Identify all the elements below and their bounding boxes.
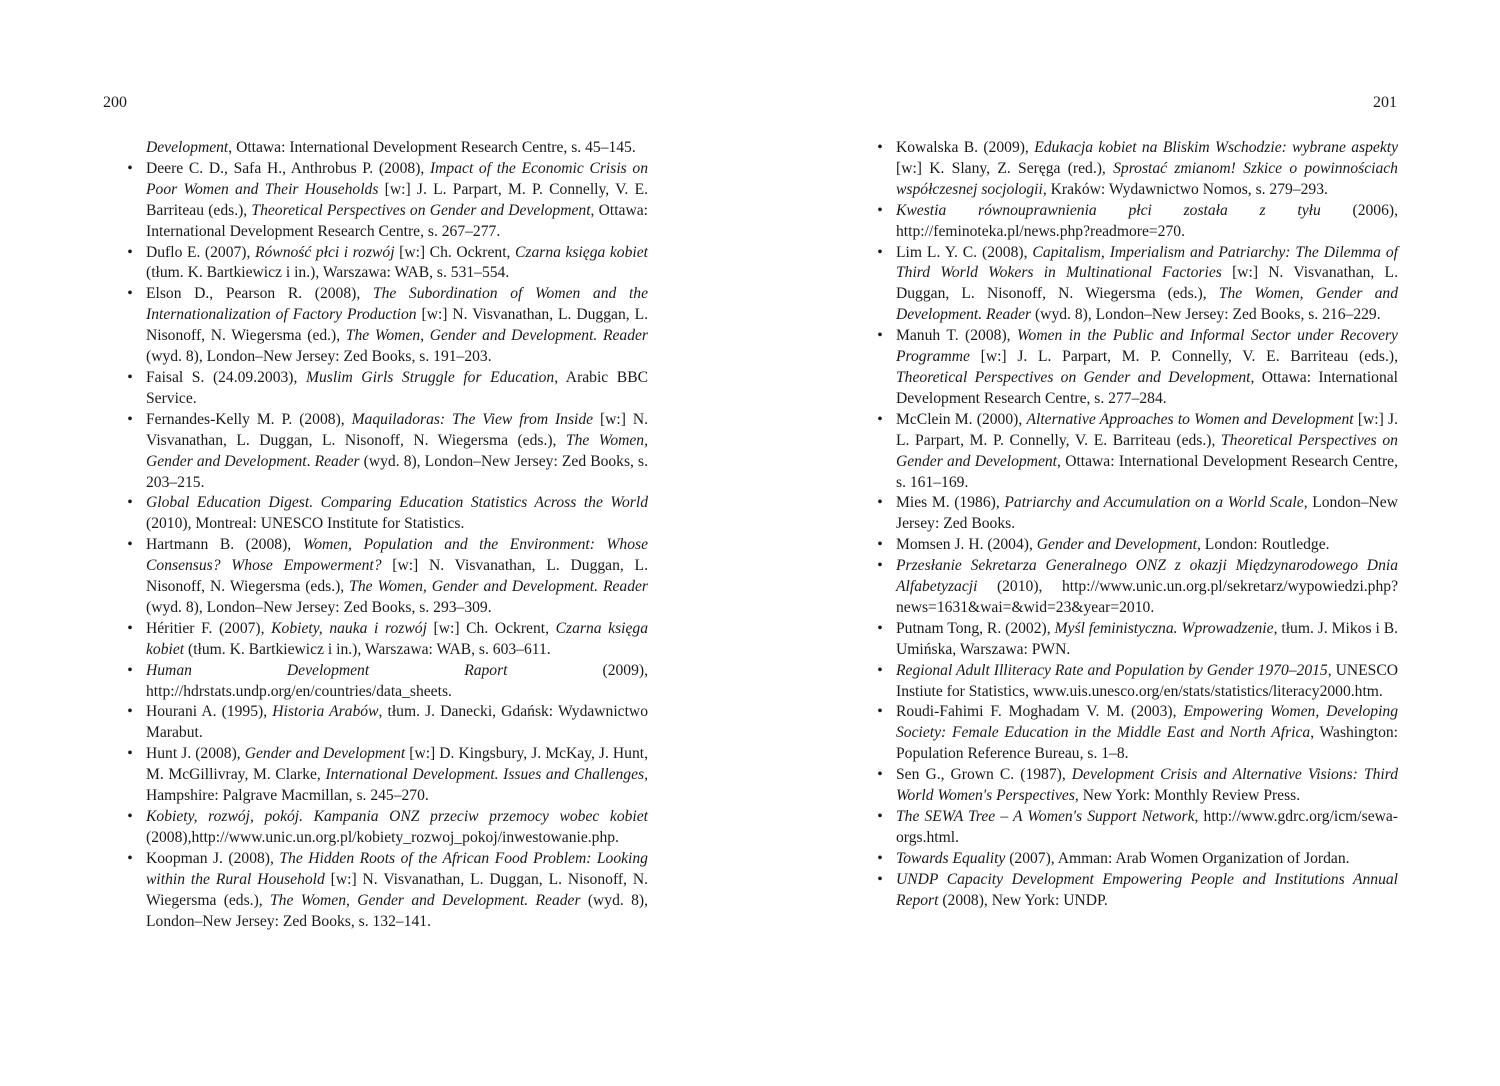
citation-text: Sen G., Grown C. (1987),: [896, 766, 1072, 784]
bullet-icon: •: [877, 849, 883, 867]
reference-entry: [877, 807, 1398, 849]
title-text: Gender and Development: [1036, 536, 1197, 554]
title-text: Human Development Raport: [146, 661, 508, 679]
citation-text: (2006), http://feminoteka.pl/news.php?readmore=270.: [896, 201, 1398, 240]
bullet-icon: •: [127, 703, 133, 721]
title-text: The Women, Gender and Development. Reader: [269, 891, 581, 909]
citation-text: Hartmann B. (2008),: [146, 536, 303, 554]
citation-text: Duflo E. (2007),: [146, 243, 255, 261]
title-text: Theoretical Perspectives on Gender and Development: [896, 431, 1398, 470]
citation-text: (2008), New York: UNDP.: [938, 891, 1108, 909]
reference-list-left: [127, 159, 649, 933]
bullet-icon: •: [127, 159, 133, 177]
reference-entry: [127, 159, 648, 243]
reference-entry: [127, 619, 648, 661]
reference-entry: [877, 619, 1399, 661]
reference-entry: [127, 744, 649, 807]
reference-entry: [877, 765, 1398, 807]
bullet-icon: •: [877, 661, 883, 679]
reference-entry: [877, 661, 1398, 703]
citation-text: [w:] N. Visvanathan, L. Duggan, L. Nisonoff, N. Wiegersma (eds.),: [146, 870, 648, 909]
citation-text: (2010), http://www.unic.un.org.pl/sekretarz/wypowiedzi.php?news=1631&wai=&wid=23&year=2010.: [896, 578, 1398, 616]
bullet-icon: •: [127, 849, 133, 867]
citation-text: , Ottawa: International Development Research Centre, s. 267–277.: [146, 201, 648, 240]
citation-text: , http://www.gdrc.org/icm/sewa-orgs.html.: [896, 808, 1398, 846]
citation-text: , London–New Jersey: Zed Books.: [896, 494, 1398, 533]
title-text: Gender and Development: [244, 745, 406, 763]
title-text: The Subordination of Women and the Internationalization of Factory Production: [146, 285, 649, 324]
title-text: The Women, Gender and Development. Reader: [345, 327, 648, 345]
bullet-icon: •: [877, 557, 883, 575]
citation-text: [w:] J. L. Parpart, M. P. Connelly, V. E. Barriteau (eds.),: [146, 180, 648, 219]
citation-text: , Arabic BBC Service.: [146, 368, 648, 407]
page-number-right: 201: [1373, 94, 1397, 111]
citation-text: [w:] N. Visvanathan, L. Duggan, L. Nisonoff, N. Wiegersma (ed.),: [146, 306, 648, 345]
title-text: Development Crisis and Alternative Visions: Third World Women's Perspectives: [896, 766, 1398, 805]
citation-text: , tłum. J. Mikos i B. Umińska, Warszawa: PWN.: [896, 619, 1399, 658]
citation-text: , New York: Monthly Review Press.: [1074, 787, 1301, 805]
citation-text: , Ottawa: International Development Research Centre, s. 45–145.: [228, 139, 636, 156]
citation-text: , Ottawa: International Development Research Centre, s. 277–284.: [896, 368, 1398, 407]
citation-text: , tłum. J. Danecki, Gdańsk: Wydawnictwo Marabut.: [146, 703, 648, 742]
title-text: Towards Equality: [896, 849, 1006, 867]
title-text: Reader: [314, 452, 360, 470]
citation-text: [w:] N. Visvanathan, L. Duggan, L. Nisonoff, N. Wiegersma (eds.),: [146, 557, 648, 596]
reference-entry: [877, 535, 1398, 556]
title-text: Regional Adult Illiteracy Rate and Population by Gender 1970–2015: [896, 661, 1328, 679]
title-text: Global Education Digest. Comparing Education Statistics Across the World: [146, 494, 648, 512]
bullet-icon: •: [127, 661, 133, 679]
bullet-icon: •: [877, 619, 883, 637]
citation-text: Mies M. (1986),: [896, 494, 1005, 512]
bullet-icon: •: [127, 536, 133, 554]
title-text: Women, Population and the Environment: Whose Consensus? Whose Empowerment?: [146, 536, 648, 575]
title-text: Theoretical Perspectives on Gender and Development: [251, 201, 591, 219]
bullet-icon: •: [877, 494, 883, 512]
bullet-icon: •: [877, 327, 883, 345]
title-text: Sprostać zmianom! Szkice o powinnościach współczesnej socjologii: [896, 159, 1398, 198]
title-text: Myśl feministyczna. Wprowadzenie: [1054, 619, 1274, 637]
bullet-icon: •: [127, 808, 133, 825]
title-text: Muslim Girls Struggle for Education: [305, 368, 555, 386]
title-text: Impact of the Economic Crisis on Poor Women and Their Households: [146, 159, 648, 198]
bullet-icon: •: [127, 494, 133, 512]
reference-entry: [127, 849, 648, 933]
title-text: Przesłanie Sekretarza Generalnego ONZ z okazji Międzynarodowego Dnia Alfabetyzacji: [896, 557, 1398, 596]
bullet-icon: •: [127, 368, 133, 386]
citation-text: (tłum. K. Bartkiewicz i in.), Warszawa: WAB, s. 531–554.: [146, 264, 510, 282]
title-text: The Women, Gender and Development: [146, 431, 648, 470]
bullet-icon: •: [877, 243, 883, 261]
title-text: Development: [146, 139, 229, 156]
citation-text: Fernandes-Kelly M. P. (2008),: [146, 410, 352, 428]
citation-text: (2008),http://www.unic.un.org.pl/kobiety_rozwoj_pokoj/inwestowanie.php.: [146, 828, 619, 846]
reference-entry: [127, 535, 648, 619]
citation-text: , Ottawa: International Development Research Centre, s. 161–169.: [896, 452, 1398, 491]
citation-text: McClein M. (2000),: [896, 410, 1027, 428]
bullet-icon: •: [877, 808, 883, 825]
reference-entry: [877, 702, 1399, 765]
bullet-icon: •: [877, 703, 883, 721]
citation-text: Hunt J. (2008),: [146, 745, 245, 763]
citation-text: [w:] D. Kingsbury, J. McKay, J. Hunt, M. McGillivray, M. Clarke,: [146, 745, 649, 784]
bullet-icon: •: [127, 243, 133, 261]
citation-text: Putnam Tong, R. (2002),: [896, 619, 1055, 637]
title-text: Równość płci i rozwój: [254, 243, 395, 261]
citation-text: Koopman J. (2008),: [146, 849, 280, 867]
citation-text: (wyd. 8), London–New Jersey: Zed Books, s. 203–215.: [146, 452, 648, 491]
reference-entry: [877, 870, 1398, 912]
citation-text: , Hampshire: Palgrave Macmillan, s. 245–270.: [146, 766, 648, 805]
title-text: The Hidden Roots of the African Food Problem: Looking within the Rural Household: [146, 849, 648, 888]
reference-entry: [877, 849, 1398, 870]
citation-text: (wyd. 8), London–New Jersey: Zed Books, s. 191–203.: [146, 348, 492, 366]
title-text: International Development. Issues and Challenges: [325, 766, 645, 784]
citation-text: (2009), http://hdrstats.undp.org/en/countries/data_sheets.: [146, 661, 648, 700]
bullet-icon: •: [877, 766, 883, 784]
citation-text: Elson D., Pearson R. (2008),: [146, 285, 373, 303]
citation-text: Manuh T. (2008),: [896, 327, 1017, 345]
citation-text: Lim L. Y. C. (2008),: [896, 243, 1033, 261]
title-text: Maquiladoras: The View from Inside: [351, 410, 594, 428]
bullet-icon: •: [877, 201, 883, 219]
citation-text: [w:] K. Slany, Z. Seręga (red.),: [896, 159, 1114, 177]
bullet-icon: •: [877, 410, 883, 428]
citation-text: [w:] Ch. Ockrent,: [394, 243, 515, 261]
reference-entry: [877, 326, 1398, 410]
citation-text: (2007), Amman: Arab Women Organization of Jordan.: [1005, 849, 1350, 867]
citation-text: .: [306, 452, 315, 470]
citation-text: Deere C. D., Safa H., Anthrobus P. (2008),: [146, 159, 430, 177]
reference-entry: [127, 368, 648, 410]
title-text: Empowering Women, Developing Society: Female Education in the Middle East and North Africa: [896, 703, 1399, 742]
citation-text: Hourani A. (1995),: [146, 703, 273, 721]
reference-entry: [877, 410, 1398, 494]
right-page: [750, 0, 1500, 1086]
citation-text: [w:] J. L. Parpart, M. P. Connelly, V. E. Barriteau (eds.),: [969, 348, 1398, 366]
citation-text: , Washington: Population Reference Bureau, s. 1–8.: [896, 724, 1398, 763]
title-text: Edukacja kobiet na Bliskim Wschodzie: wybrane aspekty: [1034, 139, 1398, 156]
citation-text: Héritier F. (2007),: [146, 619, 272, 637]
reference-list-right: [877, 138, 1399, 912]
reference-entry: [877, 201, 1398, 243]
bibliography-column-left: [127, 138, 649, 932]
reference-entry: [877, 493, 1398, 535]
title-text: Czarna księga kobiet: [146, 619, 648, 658]
citation-text: [w:] N. Visvanathan, L. Duggan, L. Nisonoff, N. Wiegersma (eds.),: [146, 410, 648, 449]
reference-entry: [127, 410, 648, 494]
title-text: Kwestia równouprawnienia płci została z tyłu: [896, 201, 1321, 219]
reference-entry: [877, 556, 1398, 619]
reference-entry: [127, 807, 648, 849]
citation-text: [w:] J. L. Parpart, M. P. Connelly, V. E. Barriteau (eds.),: [896, 410, 1398, 449]
reference-entry: [127, 493, 648, 535]
title-text: Czarna księga kobiet: [515, 243, 648, 261]
continued-entry: [146, 138, 648, 159]
citation-text: , London: Routledge.: [1197, 536, 1330, 554]
title-text: Theoretical Perspectives on Gender and Development: [896, 368, 1251, 386]
reference-entry: [127, 243, 648, 285]
bullet-icon: •: [877, 139, 883, 156]
reference-entry: [127, 661, 648, 703]
citation-text: (wyd. 8), London–New Jersey: Zed Books, s. 132–141.: [146, 891, 648, 930]
citation-text: (wyd. 8), London–New Jersey: Zed Books, s. 216–229.: [1031, 306, 1381, 324]
bullet-icon: •: [127, 285, 133, 303]
bibliography-column-right: [877, 138, 1399, 912]
citation-text: Momsen J. H. (2004),: [896, 536, 1037, 554]
title-text: Kobiety, nauka i rozwój: [271, 619, 427, 637]
citation-text: [w:] N. Visvanathan, L. Duggan, L. Nisonoff, N. Wiegersma (eds.),: [896, 264, 1398, 303]
citation-text: (wyd. 8), London–New Jersey: Zed Books, s. 293–309.: [146, 598, 492, 616]
title-text: UNDP Capacity Development Empowering People and Institutions Annual Report: [896, 870, 1398, 909]
citation-text: Kowalska B. (2009),: [896, 139, 1035, 156]
reference-entry: [877, 243, 1398, 327]
title-text: Alternative Approaches to Women and Development: [1026, 410, 1354, 428]
title-text: Patriarchy and Accumulation on a World Scale: [1004, 494, 1304, 512]
citation-text: , UNESCO Instiute for Statistics, www.uis.unesco.org/en/stats/statistics/literacy2000.htm.: [896, 661, 1398, 700]
bullet-icon: •: [877, 536, 883, 554]
title-text: The Women, Gender and Development. Reader: [349, 578, 648, 596]
title-text: The SEWA Tree – A Women's Support Network: [896, 808, 1195, 825]
citation-text: (2010), Montreal: UNESCO Institute for Statistics.: [146, 515, 465, 533]
reference-entry: [127, 284, 649, 368]
bullet-icon: •: [127, 619, 133, 637]
citation-text: Roudi-Fahimi F. Moghadam V. M. (2003),: [896, 703, 1184, 721]
title-text: Historia Arabów: [272, 703, 379, 721]
title-text: Women in the Public and Informal Sector under Recovery Programme: [896, 327, 1398, 366]
reference-entry: [127, 702, 648, 744]
citation-text: [w:] Ch. Ockrent,: [426, 619, 556, 637]
bullet-icon: •: [127, 745, 133, 763]
page-number-left: 200: [103, 94, 127, 111]
reference-entry: [877, 138, 1398, 201]
title-text: Kobiety, rozwój, pokój. Kampania ONZ przeciw przemocy wobec kobiet: [146, 808, 648, 825]
citation-text: (tłum. K. Bartkiewicz i in.), Warszawa: WAB, s. 603–611.: [184, 640, 551, 658]
bullet-icon: •: [877, 870, 883, 888]
citation-text: , Kraków: Wydawnictwo Nomos, s. 279–293.: [1042, 180, 1328, 198]
title-text: Capitalism, Imperialism and Patriarchy: The Dilemma of Third World Wokers in Multinational Factories: [896, 243, 1398, 282]
citation-text: Faisal S. (24.09.2003),: [146, 368, 306, 386]
title-text: The Women, Gender and Development. Reader: [896, 285, 1398, 324]
bullet-icon: •: [127, 410, 133, 428]
